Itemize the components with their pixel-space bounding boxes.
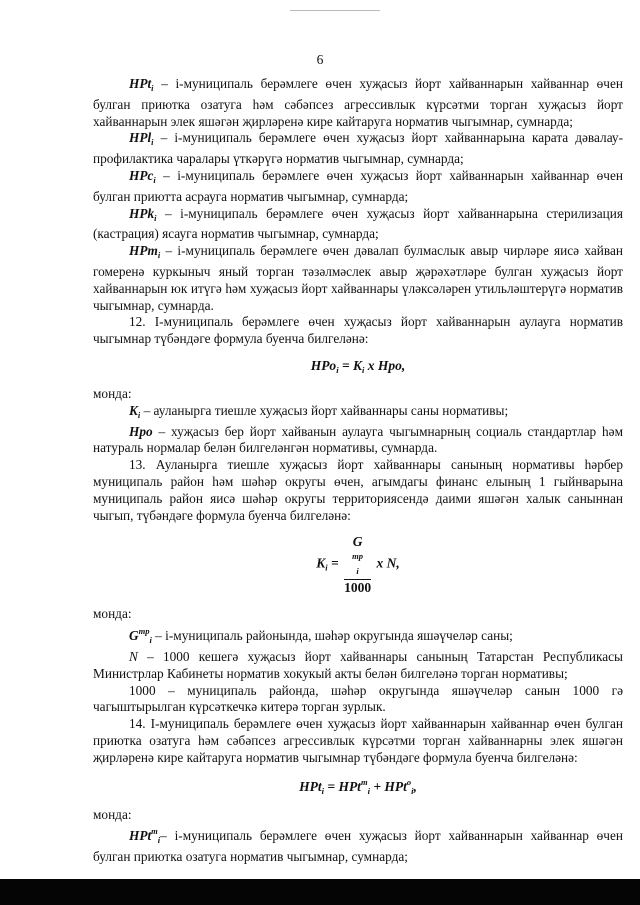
paragraph-12: 12. І-муниципаль берәмлеге өчен хуҗасыз йорт хайваннарын аулауга норматив чыгымнар түбәндәге формула буенча билгеләнә: xyxy=(93,314,623,347)
top-rule xyxy=(290,10,380,11)
paragraph-13: 13. Ауланырга тиешле хуҗасыз йорт хайваннары санының нормативы һәрбер муниципаль район һәм шәһәр округы өчен, агымдагы финанс елының 1 гыйнварына муниципаль район яисә шәһәр округы территориясендә даими яшәгән халык саныннан чыгып, түбәндәге формула буенча билгеләнә: xyxy=(93,457,623,523)
definition-hpc: HPc$_i$ – і-муниципаль берәмлеге өчен хуҗасыз йорт хайваннарын хайваннар өчен булган приютта асрауга норматив чыгымнар, сумнарда; xyxy=(93,167,623,204)
monda-label-2: монда: xyxy=(93,606,132,622)
definition-k: $K_i$ – ауланырга тиешле хуҗасыз йорт хайваннары саны нормативы; xyxy=(129,402,509,420)
formula-hpt: HPt$_i$ = HPt$^m_i$ + HPt$^o_i$, xyxy=(299,776,417,796)
formula-hpo: $HPo_i = K_i$ x Hpo, xyxy=(310,357,406,375)
definition-1000: 1000 – муниципаль районда, шәһәр округында яшәүчеләр санын 1000 гә чагыштырылган күрсәткечкә китерә торган зурлык. xyxy=(93,682,623,715)
definition-g: $G^{mp}_i$ – і-муниципаль районында, шәһәр округында яшәүчеләр саны; xyxy=(129,626,513,646)
monda-label-3: монда: xyxy=(93,806,132,822)
definition-hpo-unit: Hpo – хуҗасыз бер йорт хайванын аулауга чыгымнарның социаль стандартлар һәм натураль нормалар белән билгеләнгән нормативы, сумнарда. xyxy=(93,423,623,456)
definition-hpk: HPk$_i$ – і-муниципаль берәмлеге өчен хуҗасыз йорт хайваннарына стерилизация (кастрация) ясауга норматив чыгымнар, сумнарда; xyxy=(93,205,623,242)
scan-bottom-edge xyxy=(0,879,640,905)
definition-hpt: HPt$_i$ – і-муниципаль берәмлеге өчен хуҗасыз йорт хайваннарын хайваннар өчен булган приютка озатуга һәм сәбәпсез агрессивлык күрсәтми торган хуҗасыз йорт хайваннарын элек яшәгән җирләренә кире кайтаруга норматив чыгымнар, сумнарда; xyxy=(93,76,623,129)
definition-hpm: HPm$_i$ – і-муниципаль берәмлеге өчен дәвалап булмаслык авыр чирләре яисә хайван гомеренә куркыныч яный торган тәзәлмәслек авыр җәрәхәтләре булган хуҗасыз йорт хайваннарын юк итүгә һәм хуҗасыз йорт хайваннары үләксәләрен утильләштерүгә норматив чыгымнар, сумнарда. xyxy=(93,243,623,313)
page-number: 6 xyxy=(316,52,324,67)
monda-label-1: монда: xyxy=(93,385,132,401)
document-body xyxy=(93,76,623,866)
definition-hpt-m: HPt$^m_i$– і-муниципаль берәмлеге өчен хуҗасыз йорт хайваннарын хайваннар өчен булган приютка озатуга норматив чыгымнар, сумнарда; xyxy=(93,826,623,865)
paragraph-14: 14. І-муниципаль берәмлеге өчен хуҗасыз йорт хайваннарын хайваннар өчен булган приютка озатуга һәм сәбәпсез агрессивлык күрсәтми торган хайваннарны элек яшәгән җирләренә кире кайтаруга норматив чыгымнар түбәндәге формула буенча билгеләнә: xyxy=(93,716,623,765)
formula-k: $K_i$ = G mp i 1000 x N, xyxy=(316,534,400,596)
fraction: G mp i 1000 xyxy=(344,534,372,596)
definition-hpl: HPl$_i$ – і-муниципаль берәмлеге өчен хуҗасыз йорт хайваннарына карата дәвалау-профилактика чаралары үткәрүгә норматив чыгымнар, сумнарда; xyxy=(93,130,623,167)
definition-n: N – 1000 кешегә хуҗасыз йорт хайваннары санының Татарстан Республикасы Министрлар Кабинеты норматив хокукый акты белән билгеләнә торган нормативы; xyxy=(93,648,623,681)
